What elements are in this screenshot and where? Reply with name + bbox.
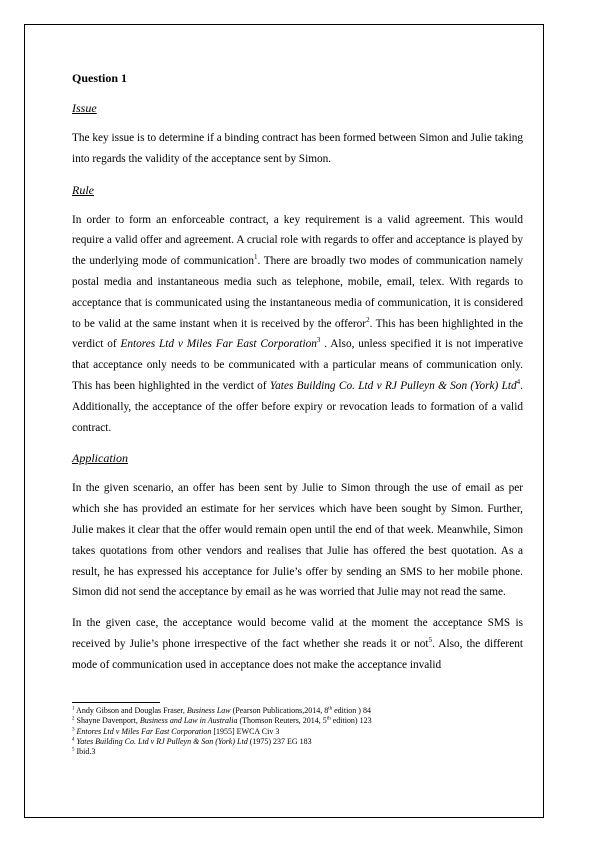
rule-paragraph xyxy=(72,210,523,439)
rule-text-2: . There are broadly two modes of communication namely postal media and instantaneous media such as telephone, mobile, email, telex. With regards to acceptance that is communicated using the instantaneous media of communication, it is considered to be valid at the same instant when it is received by the offeror xyxy=(72,255,524,330)
footnote-number: 2 xyxy=(72,716,75,722)
footnote-text: (Thomson Reuters, 2014, 5 xyxy=(237,716,327,726)
rule-text-5: . Additionally, the acceptance of the offer before expiry or revocation leads to formation of a valid contract. xyxy=(72,379,523,434)
footnote-ref-2[interactable]: 2 xyxy=(366,315,370,324)
footnote-ref-1[interactable]: 1 xyxy=(253,253,258,262)
application-text-2: . Also, the different mode of communication used in acceptance does not make the acceptance invalid xyxy=(72,637,524,671)
case-name-yates: Yates Building Co. Ltd v RJ Pulleyn & Son (York) Ltd xyxy=(269,379,517,392)
footnote-title: Yates Building Co. Ltd v RJ Pulleyn & Son (York) Ltd xyxy=(76,736,248,746)
footnote-text: Shayne Davenport, xyxy=(74,716,140,726)
case-name-entores: Entores Ltd v Miles Far East Corporation xyxy=(120,338,317,351)
footnote-text: (1975) 237 EG 183 xyxy=(247,736,312,746)
issue-paragraph: The key issue is to determine if a binding contract has been formed between Simon and Julie taking into regards the validity of the acceptance sent by Simon. xyxy=(72,132,523,165)
footnote-text: (Pearson Publications,2014, 8 xyxy=(230,706,329,715)
rule-heading: Rule xyxy=(72,182,94,197)
footnote-text: edition ) 84 xyxy=(332,706,371,715)
footnote-title: Business Law xyxy=(186,706,231,715)
document-body xyxy=(72,68,523,686)
footnote-title: Business and Law in Australia xyxy=(139,716,238,726)
footnote-text: Andy Gibson and Douglas Fraser, xyxy=(74,706,187,715)
footnote-3 xyxy=(72,727,523,737)
footnote-number: 3 xyxy=(72,726,75,732)
application-paragraph-2 xyxy=(72,613,523,675)
rule-text-4: . Also, unless specified it is not imperative that acceptance only needs to be communicated with a particular means of communication only. This has been highlighted in the verdict of xyxy=(72,338,523,392)
footnote-title: Entores Ltd v Miles Far East Corporation xyxy=(76,726,212,736)
footnote-text: edition) 123 xyxy=(330,716,372,726)
footnote-4 xyxy=(72,737,523,747)
application-heading: Application xyxy=(72,451,128,466)
question-title: Question 1 xyxy=(72,71,128,85)
footnote-ref-5[interactable]: 5 xyxy=(428,636,433,645)
rule-text-1: In order to form an enforceable contract, a key requirement is a valid agreement. This would require a valid offer and agreement. A crucial role with regards to offer and acceptance is played by the underlying mode of communication xyxy=(72,213,523,268)
footnote-ordinal: th xyxy=(328,706,333,712)
footnote-ref-3[interactable]: 3 xyxy=(316,336,321,345)
footnote-number: 5 xyxy=(72,747,75,753)
footnote-ref-4[interactable]: 4 xyxy=(516,378,521,387)
footnotes-section xyxy=(72,702,523,757)
application-text-1: In the given case, the acceptance would become valid at the moment the acceptance SMS is received by Julie’s phone irrespective of the fact whether she reads it or not xyxy=(72,617,523,650)
application-paragraph-1: In the given scenario, an offer has been sent by Julie to Simon through the use of email as per which she has provided an estimate for her services which have been sought by Simon. Further, Julie makes it clear that the offer would remain open until the end of that week. Meanwhile, Simon takes quotations from other vendors and realises that Julie has offered the best quotation. As a result, he has expressed his acceptance for Julie’s offer by sending an SMS to her mobile phone. Simon did not send the acceptance by email as he was worried that Julie may not read the same. xyxy=(72,482,523,599)
issue-heading: Issue xyxy=(72,101,97,115)
footnote-number: 4 xyxy=(72,737,75,743)
footnote-1 xyxy=(72,706,523,716)
footnote-text: [1955] EWCA Civ 3 xyxy=(211,726,280,736)
footnote-number: 1 xyxy=(72,706,75,712)
footnote-5 xyxy=(72,747,523,757)
footnote-text: Ibid.3 xyxy=(74,747,96,757)
footnote-2 xyxy=(72,716,523,726)
footnote-separator xyxy=(72,702,160,703)
footnote-ordinal: th xyxy=(326,716,331,722)
rule-text-3: . This has been highlighted in the verdict of xyxy=(72,317,523,351)
